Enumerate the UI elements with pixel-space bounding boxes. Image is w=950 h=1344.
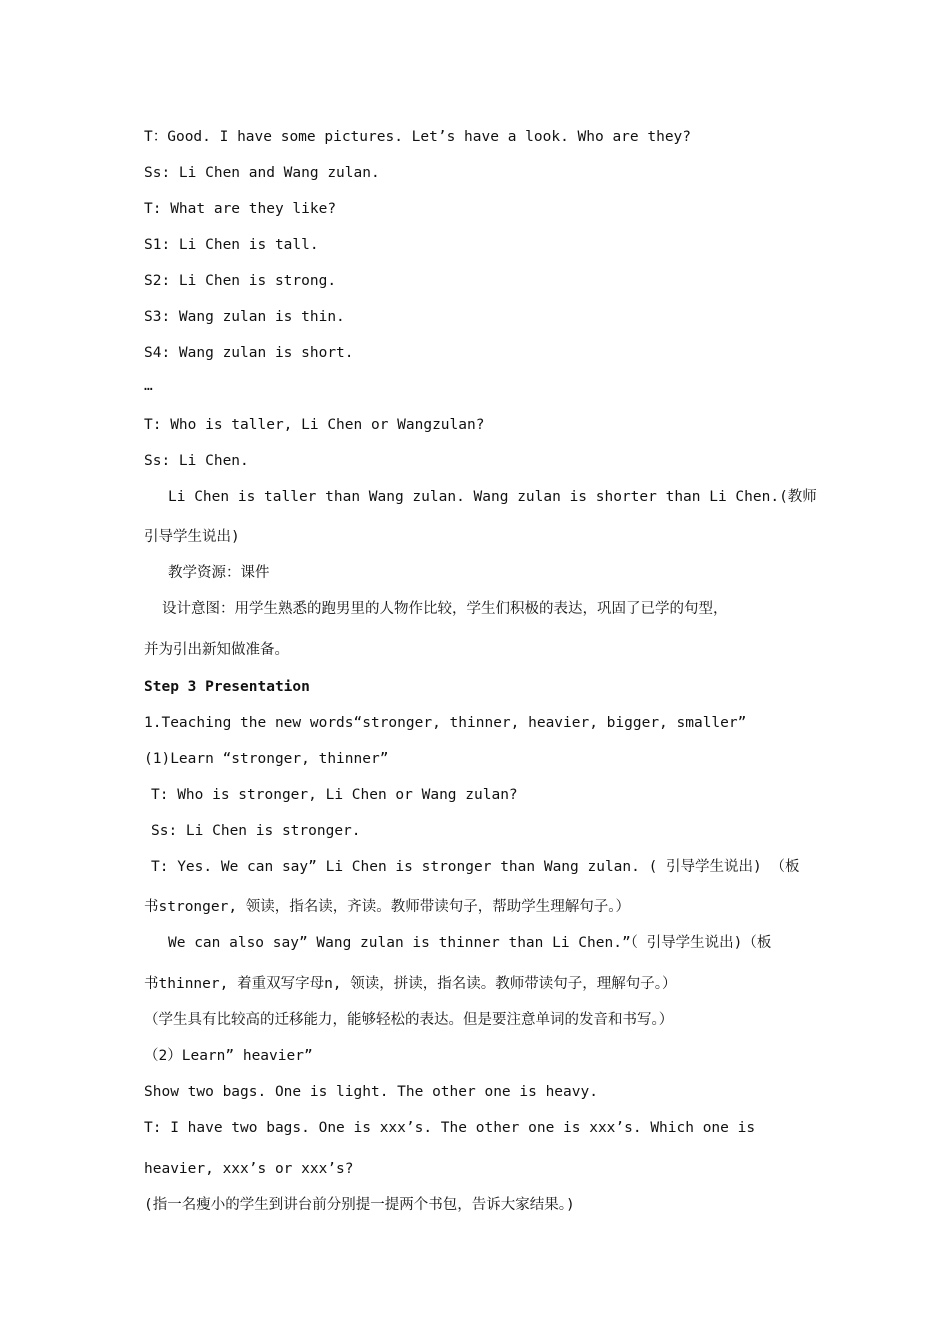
dialogue-line-yes-we-can-say: T: Yes. We can say” Li Chen is stronger than Wang zulan. ( 引导学生说出) （板 xyxy=(151,859,800,875)
design-intent-line: 设计意图：用学生熟悉的跑男里的人物作比较，学生们积极的表达，巩固了已学的句型， xyxy=(162,601,728,617)
dialogue-line-who-stronger: T: Who is stronger, Li Chen or Wang zulan? xyxy=(151,787,518,803)
dialogue-line-teacher-like: T: What are they like? xyxy=(144,201,337,217)
dialogue-line-s3: S3: Wang zulan is thin. xyxy=(144,309,345,325)
design-intent-cont: 并为引出新知做准备。 xyxy=(144,642,289,658)
dialogue-line-ss-names: Ss: Li Chen and Wang zulan. xyxy=(144,165,380,181)
dialogue-line-we-can-also-say: We can also say” Wang zulan is thinner than Li Chen.”（ 引导学生说出)（板 xyxy=(168,935,772,951)
blackboard-thinner-line: 书thinner, 着重双写字母n, 领读，拼读，指名读。教师带读句子，理解句子。） xyxy=(144,976,677,992)
paragraph-comparison: Li Chen is taller than Wang zulan. Wang zulan is shorter than Li Chen.(教师 xyxy=(168,489,817,505)
step-heading: Step 3 Presentation xyxy=(144,679,310,695)
note-student-lift-bags: (指一名瘦小的学生到讲台前分别提一提两个书包，告诉大家结果。) xyxy=(144,1197,575,1213)
dialogue-line-teacher-pictures: T：Good. I have some pictures. Let’s have a look. Who are they? xyxy=(144,129,692,145)
dialogue-line-teacher-taller: T: Who is taller, Li Chen or Wangzulan? xyxy=(144,417,485,433)
dialogue-line-s1: S1: Li Chen is tall. xyxy=(144,237,319,253)
ellipsis-line: … xyxy=(144,378,153,394)
dialogue-line-ss-li-chen: Ss: Li Chen. xyxy=(144,453,249,469)
learn-stronger-thinner-line: (1)Learn “stronger, thinner” xyxy=(144,751,389,767)
dialogue-line-ss-stronger: Ss: Li Chen is stronger. xyxy=(151,823,361,839)
teaching-new-words-line: 1.Teaching the new words“stronger, thinner, heavier, bigger, smaller” xyxy=(144,715,747,731)
note-transfer-ability: （学生具有比较高的迁移能力，能够轻松的表达。但是要注意单词的发音和书写。） xyxy=(144,1012,674,1028)
dialogue-line-s4: S4: Wang zulan is short. xyxy=(144,345,354,361)
teaching-resource-line: 教学资源：课件 xyxy=(168,565,270,581)
paragraph-comparison-cont: 引导学生说出) xyxy=(144,529,240,545)
dialogue-line-heavier-question: heavier, xxx’s or xxx’s? xyxy=(144,1161,354,1177)
show-two-bags-line: Show two bags. One is light. The other one is heavy. xyxy=(144,1084,598,1100)
blackboard-stronger-line: 书stronger, 领读，指名读，齐读。教师带读句子，帮助学生理解句子。） xyxy=(144,899,631,915)
dialogue-line-two-bags: T: I have two bags. One is xxx’s. The other one is xxx’s. Which one is xyxy=(144,1120,756,1136)
learn-heavier-line: （2）Learn” heavier” xyxy=(144,1048,313,1064)
dialogue-line-s2: S2: Li Chen is strong. xyxy=(144,273,337,289)
